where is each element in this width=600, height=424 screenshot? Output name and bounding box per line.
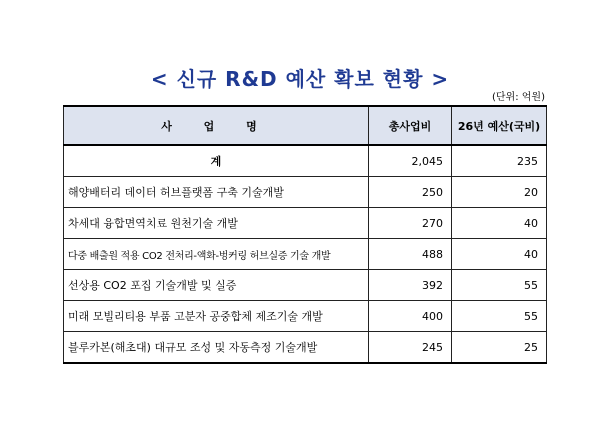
unit-note: (단위: 억원) [492,92,545,103]
project-2026-budget: 40 [452,208,547,239]
project-total-budget: 250 [369,177,452,208]
project-total-budget: 488 [369,239,452,270]
project-name: 해양배터리 데이터 허브플랫폼 구축 기술개발 [64,177,369,208]
project-name: 다중 배출원 적용 CO2 전처리-액화-벙커링 허브실증 기술 개발 [64,239,369,270]
project-name: 차세대 융합면역치료 원천기술 개발 [64,208,369,239]
project-total-budget: 392 [369,270,452,301]
project-2026-budget: 20 [452,177,547,208]
table-row [64,270,547,301]
project-2026-budget: 25 [452,332,547,364]
table-header-row [64,106,547,145]
table-row [64,239,547,270]
header-2026-budget: 26년 예산(국비) [452,106,547,145]
total-row [64,145,547,177]
project-name: 블루카본(해초대) 대규모 조성 및 자동측정 기술개발 [64,332,369,364]
table-row [64,208,547,239]
project-2026-budget: 40 [452,239,547,270]
project-name: 미래 모빌리티용 부품 고분자 공중합체 제조기술 개발 [64,301,369,332]
table-row [64,332,547,364]
header-project-name: 사 업 명 [64,106,369,145]
project-name: 선상용 CO2 포집 기술개발 및 실증 [64,270,369,301]
header-total-budget: 총사업비 [369,106,452,145]
total-budget: 2,045 [369,145,452,177]
total-label: 계 [64,145,369,177]
project-2026-budget: 55 [452,301,547,332]
page-title: < 신규 R&D 예산 확보 현황 > [150,67,450,91]
project-2026-budget: 55 [452,270,547,301]
project-total-budget: 270 [369,208,452,239]
budget-table [63,105,547,364]
project-total-budget: 400 [369,301,452,332]
total-2026-budget: 235 [452,145,547,177]
project-total-budget: 245 [369,332,452,364]
table-row [64,177,547,208]
table-row [64,301,547,332]
